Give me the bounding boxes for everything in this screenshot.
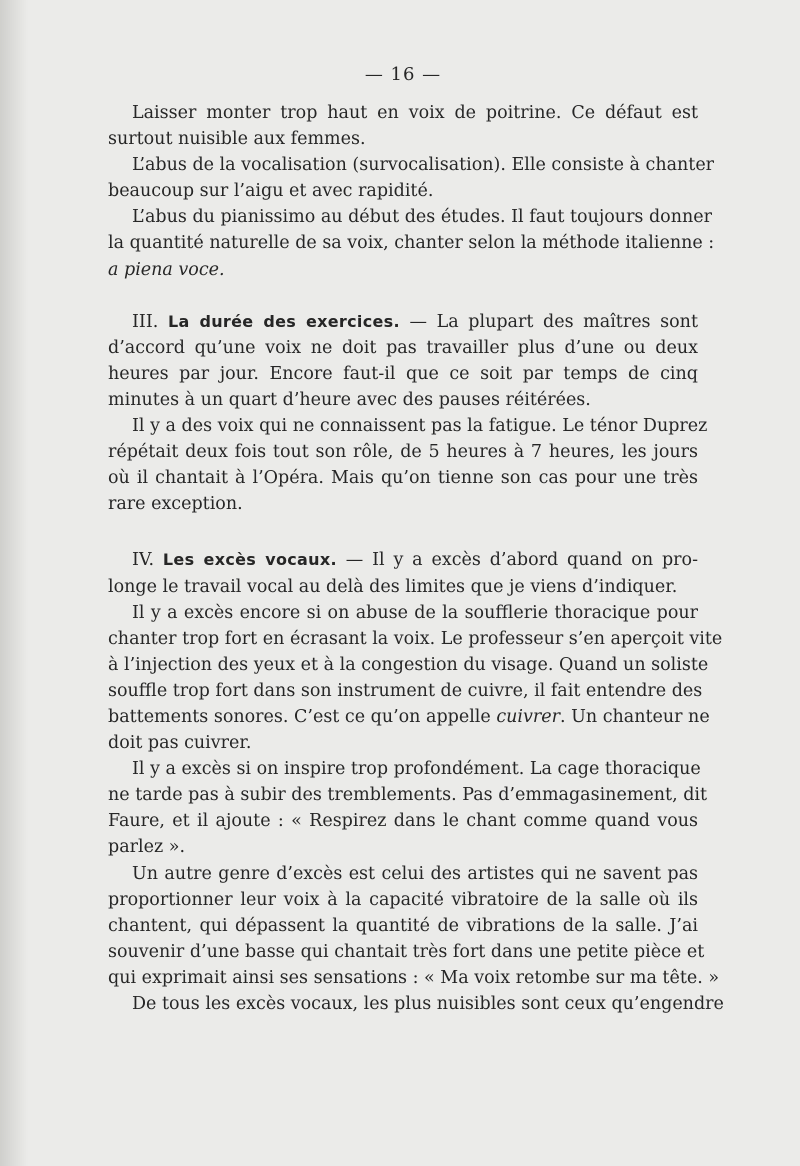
text-line [108, 309, 698, 335]
text-line: Laisser monter trop haut en voix de poitrine. Ce défaut est [132, 103, 698, 123]
text-line: rare exception. [108, 494, 243, 515]
text-line: répétait deux fois tout son rôle, de 5 heures à 7 heures, les jours [108, 442, 698, 463]
section-number: III. [132, 311, 159, 332]
text-line: la quantité naturelle de sa voix, chanter selon la méthode italienne : [108, 233, 715, 254]
text-line: a piena voce. [108, 259, 225, 280]
text-line: Il y a excès si on inspire trop profondément. La cage thoracique [132, 759, 701, 780]
section-text: — Il y a excès d’abord quand on pro- [345, 550, 698, 571]
text-line: chantent, qui dépassent la quantité de vibrations de la salle. J’ai [108, 915, 698, 936]
section-heading: Les excès vocaux. [162, 550, 337, 570]
paragraph-pianissimo [108, 204, 715, 282]
emphasis-word: cuivrer [496, 706, 560, 727]
section-duree-des-exercices [108, 309, 708, 518]
text-line: ne tarde pas à subir des tremblements. Pas d’emmagasinement, dit [108, 785, 708, 806]
text-line: longe le travail vocal au delà des limites que je viens d’indiquer. [108, 576, 678, 597]
text-line: De tous les excès vocaux, les plus nuisibles sont ceux qu’engendre [132, 994, 724, 1014]
text-line [108, 704, 710, 730]
section-heading: La durée des exercices. [167, 311, 400, 331]
text-line: Faure, et il ajoute : « Respirez dans le chant comme quand vous [108, 811, 698, 832]
text-line: doit pas cuivrer. [108, 733, 252, 754]
text-line: qui exprimait ainsi ses sensations : « Ma voix retombe sur ma tête. » [108, 967, 720, 988]
text-line [108, 547, 698, 573]
text-line: souvenir d’une basse qui chantait très fort dans une petite pièce et [108, 941, 705, 962]
text-line: où il chantait à l’Opéra. Mais qu’on tienne son cas pour une très [108, 468, 698, 489]
text-line: minutes à un quart d’heure avec des pauses réitérées. [108, 389, 591, 410]
text-line: heures par jour. Encore faut-il que ce soit par temps de cinq [108, 363, 698, 384]
text-line: chanter trop fort en écrasant la voix. Le professeur s’en aperçoit vite [108, 628, 723, 649]
paragraph-vocalisation [108, 152, 715, 204]
section-exces-vocaux [108, 547, 724, 1017]
text-line: à l’injection des yeux et à la congestion du visage. Quand un soliste [108, 654, 709, 675]
text-fragment: battements sonores. C’est ce qu’on appelle [108, 706, 497, 727]
section-text: — La plupart des maîtres sont [409, 311, 698, 332]
text-line: L’abus de la vocalisation (survocalisation). Elle consiste à chanter [132, 155, 715, 176]
section-number: IV. [132, 550, 155, 571]
text-line: surtout nuisible aux femmes. [108, 129, 366, 150]
text-line: d’accord qu’une voix ne doit pas travailler plus d’une ou deux [108, 337, 698, 358]
page-body [108, 62, 724, 1017]
text-line: L’abus du pianissimo au début des études. Il faut toujours donner [132, 207, 712, 228]
text-line: beaucoup sur l’aigu et avec rapidité. [108, 181, 434, 202]
text-line: Un autre genre d’excès est celui des artistes qui ne savent pas [132, 863, 698, 884]
text-line: parlez ». [108, 837, 186, 858]
text-line: Il y a excès encore si on abuse de la soufflerie thoracique pour [132, 602, 698, 623]
text-fragment: . Un chanteur ne [559, 706, 710, 727]
page-number: — 16 — [364, 64, 442, 85]
binding-shadow [0, 0, 28, 1166]
paragraph-voix-de-poitrine [108, 100, 698, 152]
text-line: proportionner leur voix à la capacité vibratoire de la salle où ils [108, 889, 698, 910]
text-line: Il y a des voix qui ne connaissent pas la fatigue. Le ténor Duprez [132, 416, 708, 437]
text-line: souffle trop fort dans son instrument de cuivre, il fait entendre des [108, 680, 703, 701]
